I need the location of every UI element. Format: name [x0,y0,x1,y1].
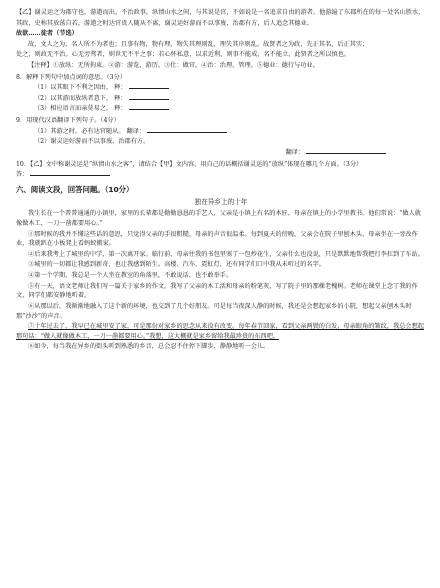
question-8-item-1 [16,83,426,93]
answer-blank[interactable] [306,148,386,154]
question-9 [16,116,426,157]
essay-paragraph: ④第一个学期，我总是一个人坐在教室的角落里，不敢说话，也不敢举手。 [28,272,233,280]
question-9-stem: 9．用现代汉语翻译下列句子。（4分） [16,117,120,125]
question-10 [16,160,426,180]
passage-subtitle: 故欲……徒者（节选） [16,30,78,38]
question-8-item-2-text: （2）以其游而放纵者意下， [34,94,113,102]
answer-blank[interactable] [129,104,169,110]
question-8-item-1-text: （1）以其眼下不利之因由， [34,84,113,92]
answer-blank[interactable] [30,170,110,176]
answer-blank[interactable] [147,127,227,133]
question-8 [16,73,426,114]
passage-line-2: 其政，史称其放荡自若，游遨之时达官贵人随从不离，谢灵运好游而不以事废，治郡有方，后人追念其德业。 [16,19,313,27]
exam-page [16,8,426,353]
passage-line-3: 故，文人之为，名人所不为者也；且事有物，物有理，物失其理则乱，理失其序则乱。故贤者之为政，先正其名，后正其实； [28,40,369,48]
essay-paragraph: ①那时候的我并不懂这些话的意思，只觉得父亲的手很粗糙，母亲的声音很温柔。每到夏天的傍晚，父亲会在院子里刨木头，母亲坐在一旁改作业，我就趴在小板凳上看蚂蚁搬家。 [16,230,418,248]
question-9-item-2 [16,137,426,147]
passage-line-4: 处之，则政无不治。心无旁骛者，则世无不平之事；若心怀私意，以求近利，则事不能成，名不能立，此贤者之所以慎也。 [16,51,351,59]
question-8-item-3-text: （3）相应语言而亲莫易之， [34,105,113,113]
question-9-item-1-label: 翻译： [126,127,146,135]
answer-blank[interactable] [129,83,169,89]
question-8-item-2-label: 释： [114,94,127,102]
question-8-stem: 8．解释下列句中加点词的意思。（3分） [16,73,126,81]
essay-paragraph: 我生长在一个普普通通的小镇里，家里的长辈都是勤勤恳恳的手艺人，父亲是小镇上有名的木匠，母亲在镇上的小学里教书。他们常说：“做人就像做木工，一刀一凿都要用心。” [16,210,421,228]
essay-paragraph: ③城里的一切都让我感到新奇，也让我感到陌生。高楼、汽车、霓虹灯，还有同学们口中我从未听过的名字。 [28,261,325,269]
question-8-item-3-label: 释： [114,105,127,113]
question-8-item-1-label: 释： [114,84,127,92]
essay-paragraph: ⑤有一天，语文老师让我们写一篇关于家乡的作文。我写了父亲的木工活和母亲的粉笔灰，写了院子里的那棵老槐树。老师在课堂上念了我的作文，同学们都安静地听着。 [16,282,418,300]
question-10-answer [16,170,426,180]
question-8-item-2 [16,94,426,104]
question-9-item-1 [16,127,426,137]
question-9-item-1-text: （1）其游之时，必有达官随从。 [34,127,125,135]
passage-notes: 【注释】①放纵：无所拘束。②游：游览，游历。③仕：做官。④治：治理，管理。⑤德业：德行与功业。 [28,62,319,70]
question-9-item-2-answer [16,148,426,158]
essay-paragraph-underlined: ⑦十年过去了，我早已在城里安了家，可是那份对家乡的思念从来没有改变。每年春节回家，看到父亲两鬓的白发，母亲眼角的皱纹，我总会想起那句话：“做人就像做木工，一刀一凿都要用心。”我想，这大概就是家乡留给我最珍贵的东西吧。 [16,323,424,340]
question-9-item-2-label: 翻译： [285,148,305,156]
question-8-item-3 [16,104,426,114]
question-10-stem: 10．【乙】文中称谢灵运是“纵情山水之客”，请结合【甲】文内容，用自己的话概括谢灵运的“放纵”体现在哪几个方面。（3分） [16,160,363,168]
answer-blank[interactable] [129,94,169,100]
essay-title: 独在异乡上的十年 [194,198,248,207]
section-6-heading: 六、阅读文段，回答问题。（10分） [16,184,134,194]
question-10-answer-label: 答： [16,171,29,179]
question-9-item-2-text: （2）谢灵运好游而不以事废，治郡有方。 [34,138,150,146]
essay-paragraph: ⑧如今，每当我在异乡的街头听到熟悉的乡音，总会忍不住停下脚步，静静地听一会儿。 [28,343,270,351]
passage-line-1: 【乙】谢灵运之为郡守也，游遨而出，不治政事，纵情山水之间，与其说是官，不如说是一名追求自由的游者。他游遍了东郡所在的每一处名山胜水， [16,9,425,16]
essay-paragraph: ⑥从那以后，我渐渐地融入了这个新的环境，也交到了几个好朋友。可是每当夜深人静的时候，我还是会想起家乡的小院，想起父亲刨木头时那“沙沙”的声音。 [16,302,412,320]
essay-paragraph: ②后来我考上了城里的中学，第一次离开家。临行前，母亲往我的书包里塞了一包炒花生，父亲什么也没说，只是默默地帮我把行李扛到了车站。 [28,250,424,258]
